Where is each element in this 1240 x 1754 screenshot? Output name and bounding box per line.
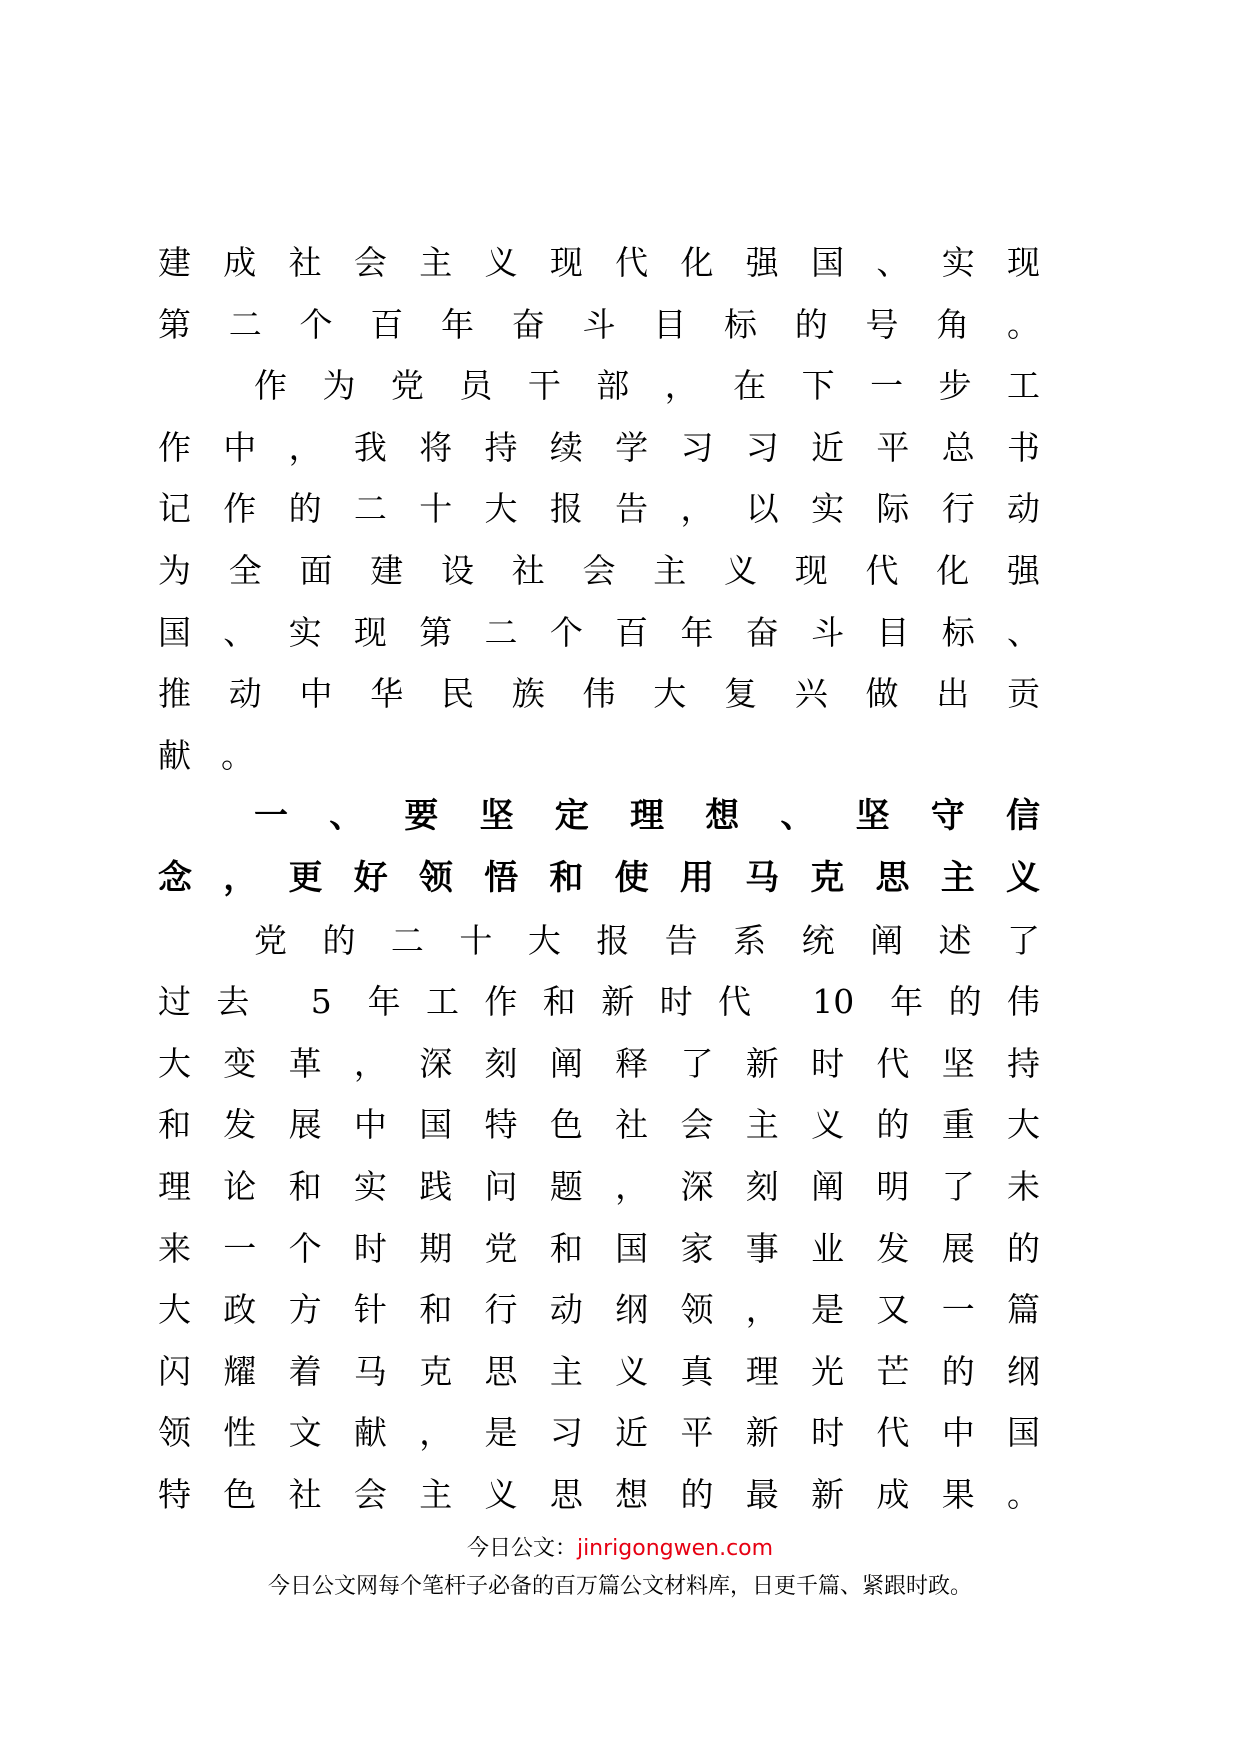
section-heading-line: 念，更好领悟和使用马克思主义 — [158, 857, 1040, 898]
section-heading-line: 一、要坚定理想、坚守信 — [254, 796, 1040, 837]
paragraph-line: 建成社会主义现代化强国、实现 — [158, 243, 1040, 282]
paragraph-line: 特色社会主义思想的最新成果。 — [158, 1474, 1040, 1514]
paragraph-line: 大政方针和行动纲领，是又一篇 — [158, 1290, 1040, 1330]
paragraph-line: 领性文献，是习近平新时代中国 — [158, 1413, 1040, 1453]
footer-site-url[interactable]: jinrigongwen.com — [576, 1536, 774, 1561]
footer-slogan: 今日公文网每个笔杆子必备的百万篇公文材料库，日更千篇、紧跟时政。 — [267, 1574, 972, 1599]
paragraph-line: 党的二十大报告系统阐述了 — [254, 920, 1040, 960]
paragraph-line: 作中，我将持续学习习近平总书 — [158, 427, 1040, 467]
paragraph-line: 国、实现第二个百年奋斗目标、 — [158, 612, 1040, 652]
paragraph-line: 理论和实践问题，深刻阐明了未 — [158, 1166, 1040, 1206]
paragraph-line: 作为党员干部，在下一步工 — [254, 366, 1040, 406]
paragraph-line: 记作的二十大报告，以实际行动 — [158, 489, 1040, 529]
paragraph-line: 大变革，深刻阐释了新时代坚持 — [158, 1043, 1040, 1083]
paragraph-line: 献。 — [158, 735, 284, 775]
paragraph-line: 和发展中国特色社会主义的重大 — [158, 1105, 1040, 1145]
paragraph-line: 来一个时期党和国家事业发展的 — [158, 1228, 1040, 1268]
footer-site-line — [0, 1533, 1240, 1565]
paragraph-line: 为全面建设社会主义现代化强 — [158, 550, 1040, 590]
footer-site-label: 今日公文： — [466, 1536, 577, 1561]
paragraph-line: 推动中华民族伟大复兴做出贡 — [158, 674, 1040, 714]
paragraph-line: 过去 5 年工作和新时代 10 年的伟 — [158, 982, 1040, 1022]
paragraph-line: 第二个百年奋斗目标的号角。 — [158, 304, 1040, 344]
paragraph-line: 闪耀着马克思主义真理光芒的纲 — [158, 1351, 1040, 1391]
document-body — [158, 232, 1040, 1525]
